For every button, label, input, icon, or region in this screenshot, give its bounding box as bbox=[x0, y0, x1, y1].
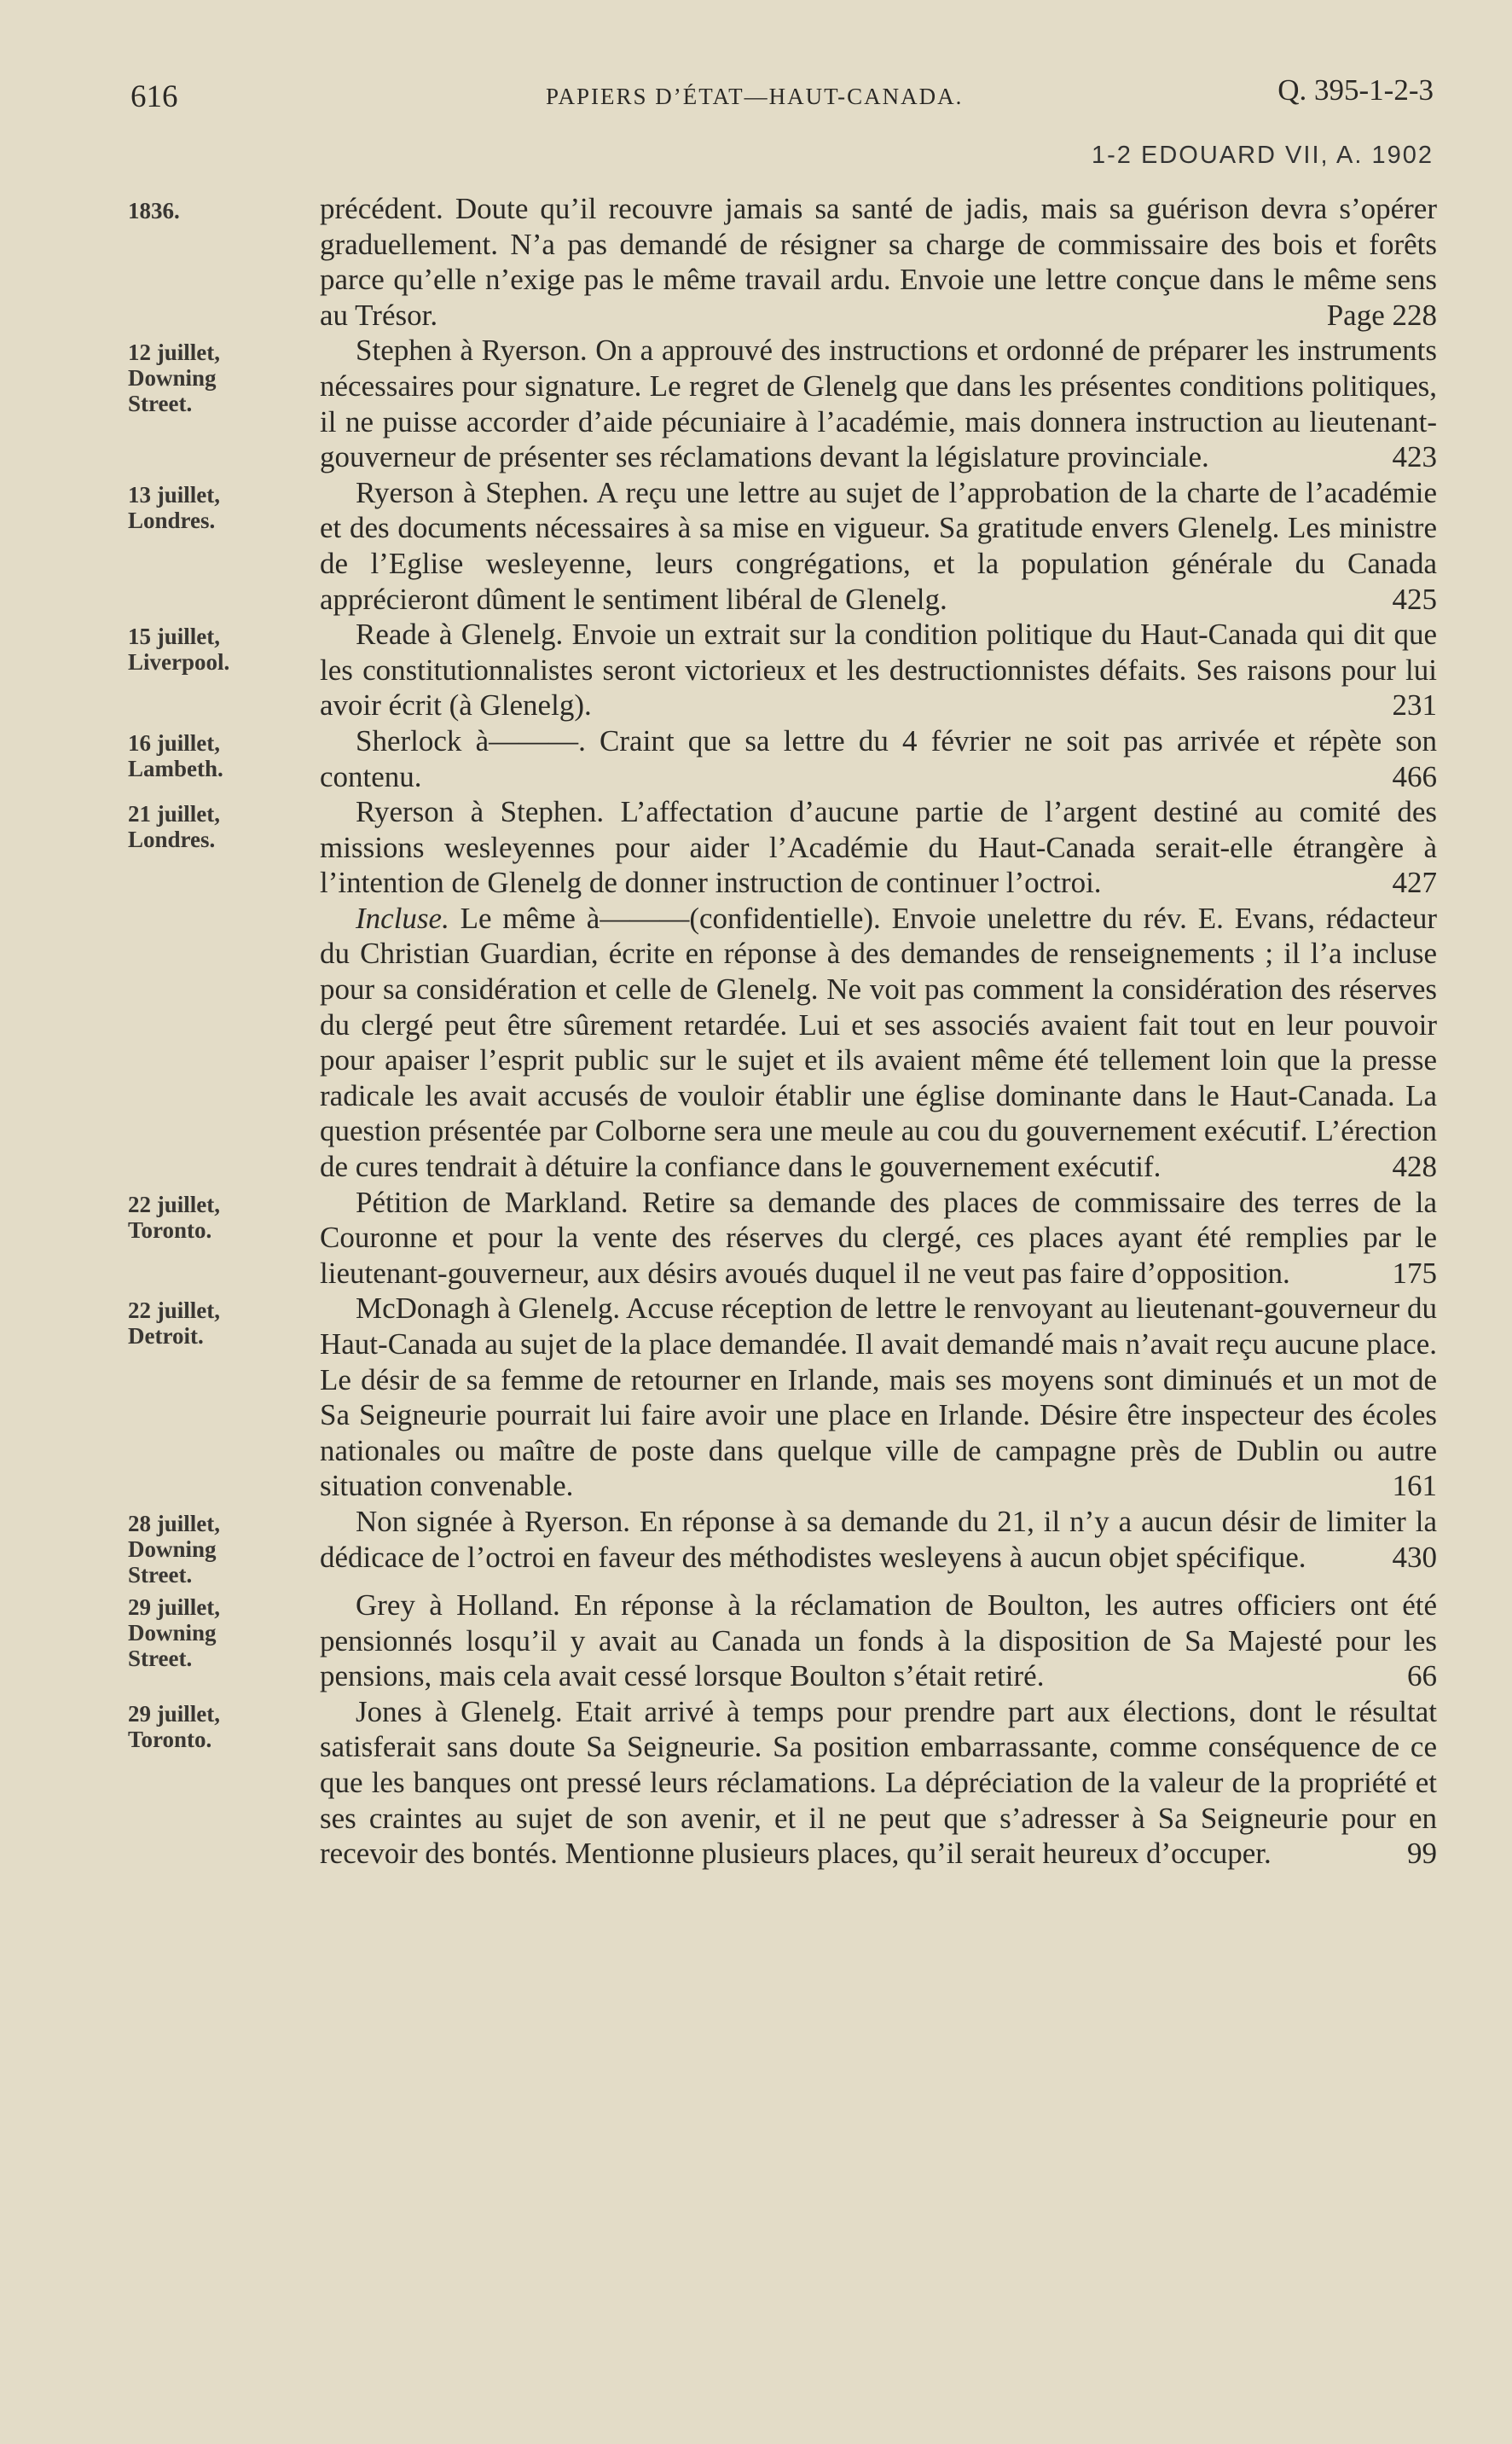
entry-place: Liverpool. bbox=[128, 649, 230, 676]
entry-place: Londres. bbox=[128, 507, 216, 533]
entry bbox=[128, 475, 1437, 617]
entry-place: Downing Street. bbox=[128, 1619, 217, 1671]
entry bbox=[128, 794, 1437, 901]
entry-date: 28 juillet, bbox=[128, 1510, 220, 1536]
archive-reference: Q. 395-1-2-3 bbox=[1277, 73, 1434, 107]
entry-text: Ryerson à Stephen. A reçu une lettre au sujet de l’approbation de la charte de l’académie et des documents nécessaires à sa mise en vigueur. Sa gratitude envers Glenelg. Les ministre de l’Eglise wesleyenne, leurs congrégations, et la population générale du Canada apprécieront dûment le sentiment libéral de Glenelg. bbox=[320, 475, 1437, 616]
entry bbox=[128, 1588, 1437, 1694]
entry-place: Downing Street. bbox=[128, 1535, 217, 1588]
entry-margin bbox=[128, 1185, 320, 1292]
entry-margin bbox=[128, 191, 320, 333]
entry-place: Londres. bbox=[128, 827, 216, 853]
entry-date: 21 juillet, bbox=[128, 801, 220, 827]
entry-page-ref: 428 bbox=[1392, 1150, 1437, 1184]
entry-page-ref: 231 bbox=[1392, 688, 1437, 723]
entry-margin bbox=[128, 1588, 320, 1694]
entry-date: 22 juillet, bbox=[128, 1297, 220, 1324]
entry bbox=[128, 1291, 1437, 1504]
entry-page-ref: 430 bbox=[1392, 1540, 1437, 1574]
entry-page-ref: 425 bbox=[1392, 582, 1437, 616]
entry-body bbox=[320, 1588, 1437, 1694]
entry-text: Grey à Holland. En réponse à la réclamation de Boulton, les autres officiers ont été pensionnés losqu’il y avait au Canada un fonds à la disposition de Sa Majesté pour les pensions, mais cela avait cessé lorsque Boulton s’était retiré. bbox=[320, 1588, 1437, 1693]
entry-body bbox=[320, 794, 1437, 901]
entry bbox=[128, 191, 1437, 333]
entry-margin bbox=[128, 617, 320, 723]
entry-body bbox=[320, 901, 1437, 1185]
entry-date: 12 juillet, bbox=[128, 340, 220, 366]
entry-place: Downing Street. bbox=[128, 365, 217, 417]
entry-body bbox=[320, 191, 1437, 333]
entry-place: Toronto. bbox=[128, 1726, 212, 1752]
entry-page-ref: Page 228 bbox=[1326, 298, 1437, 332]
entry-body bbox=[320, 617, 1437, 723]
entry-date: 1836. bbox=[128, 198, 180, 224]
entry-lead: Incluse. bbox=[356, 901, 449, 935]
entry bbox=[128, 723, 1437, 794]
entry-page-ref: 175 bbox=[1392, 1256, 1437, 1290]
entry-text: McDonagh à Glenelg. Accuse réception de lettre le renvoyant au lieutenant-gouverneur du Haut-Canada au sujet de la place demandée. Il avait demandé mais n’avait reçu aucune place. Le désir de sa femme de retourner en Irlande, mais ses moyens sont diminués et un mot de Sa Seigneurie pourrait lui faire avoir une place en Irlande. Désire être inspecteur des écoles nationales ou maître de poste dans quelque ville de campagne près de Dublin ou autre situation convenable. bbox=[320, 1292, 1437, 1503]
entry-body bbox=[320, 1504, 1437, 1588]
entry bbox=[128, 333, 1437, 474]
entry-date: 29 juillet, bbox=[128, 1594, 220, 1620]
entry-page-ref: 161 bbox=[1392, 1469, 1437, 1503]
sessional-series: 1-2 EDOUARD VII, A. 1902 bbox=[1092, 142, 1434, 169]
entry-text: Jones à Glenelg. Etait arrivé à temps pour prendre part aux élections, dont le résultat satisferait sans doute Sa Seigneurie. Sa position embarrassante, comme conséquence de ce que les banques ont pressé leurs réclamations. La dépréciation de la valeur de la propriété et ses craintes au sujet de son avenir, et il ne peut que s’adresser à Sa Seigneurie pour en recevoir des bontés. Mentionne plusieurs places, qu’il serait heureux d’occuper. bbox=[320, 1694, 1437, 1871]
entry-date: 13 juillet, bbox=[128, 481, 220, 508]
entry-margin bbox=[128, 901, 320, 1185]
entry-margin bbox=[128, 1504, 320, 1588]
entry-text: Non signée à Ryerson. En réponse à sa demande du 21, il n’y a aucun désir de limiter la dédicace de l’octroi en faveur des méthodistes wesleyens à aucun objet spécifique. bbox=[320, 1504, 1437, 1574]
entry-body bbox=[320, 1291, 1437, 1504]
page-number: 616 bbox=[130, 79, 178, 114]
entry bbox=[128, 1504, 1437, 1588]
entry-place: Lambeth. bbox=[128, 755, 223, 781]
entry-text: Reade à Glenelg. Envoie un extrait sur la condition politique du Haut-Canada qui dit que les constitutionnalistes seront victorieux et les destructionnistes défaits. Ses raisons pour lui avoir écrit (à Glenelg). bbox=[320, 618, 1437, 723]
entry-date: 15 juillet, bbox=[128, 624, 220, 650]
entry-page-ref: 66 bbox=[1407, 1659, 1437, 1693]
entry-date: 16 juillet, bbox=[128, 729, 220, 756]
entry-text: Ryerson à Stephen. L’affectation d’aucune partie de l’argent destiné au comité des missions wesleyennes pour aider l’Académie du Haut-Canada serait-elle étrangère à l’intention de Glenelg de donner instruction de continuer l’octroi. bbox=[320, 795, 1437, 900]
entry-text: précédent. Doute qu’il recouvre jamais sa santé de jadis, mais sa guérison devra s’opérer graduellement. N’a pas demandé de résigner sa charge de commissaire des bois et forêts parce qu’elle n’exige pas le même travail ardu. Envoie une lettre conçue dans le même sens au Trésor. bbox=[320, 192, 1437, 332]
entry-text: Le même à———(confidentielle). Envoie unelettre du rév. E. Evans, rédacteur du Christian Guardian, écrite en réponse à des demandes de renseignements ; il l’a incluse pour sa considération et celle de Glenelg. Ne voit pas comment la considération des réserves du clergé peut être sûrement retardée. Lui et ses associés avaient fait tout en leur pouvoir pour apaiser l’esprit public sur le sujet et ils avaient même été tellement loin que la presse radicale les avait accusés de vouloir établir une église dominante dans le Haut-Canada. La question présentée par Colborne sera une meule au cou du gouvernement exécutif. L’érection de cures tendrait à détuire la confiance dans le gouvernement exécutif. bbox=[320, 901, 1438, 1184]
entry bbox=[128, 1694, 1437, 1872]
entry-margin bbox=[128, 794, 320, 901]
running-title: PAPIERS D’ÉTAT—HAUT-CANADA. bbox=[546, 84, 964, 109]
entry-place: Detroit. bbox=[128, 1323, 204, 1350]
entry-text: Pétition de Markland. Retire sa demande des places de commissaire des terres de la Couronne et pour la vente des réserves du clergé, ces places ayant été remplies par le lieutenant-gouverneur, aux désirs avoués duquel il ne veut pas faire d’opposition. bbox=[320, 1185, 1437, 1290]
entry bbox=[128, 901, 1437, 1185]
entry bbox=[128, 617, 1437, 723]
entry-body bbox=[320, 723, 1437, 794]
entry-place: Toronto. bbox=[128, 1216, 212, 1243]
entry-page-ref: 423 bbox=[1392, 440, 1437, 474]
entry-page-ref: 427 bbox=[1392, 866, 1437, 900]
entry bbox=[128, 1185, 1437, 1292]
calendar-entries bbox=[128, 191, 1437, 1872]
entry-margin bbox=[128, 333, 320, 474]
entry-body bbox=[320, 333, 1437, 474]
entry-page-ref: 99 bbox=[1407, 1837, 1437, 1871]
entry-text: Stephen à Ryerson. On a approuvé des instructions et ordonné de préparer les instruments nécessaires pour signature. Le regret de Glenelg que dans les présentes conditions politiques, il ne puisse accorder d’aide pécuniaire à l’académie, mais donnera instruction au lieutenant-gouverneur de présenter ses réclamations devant la législature provinciale. bbox=[320, 334, 1437, 474]
entry-margin bbox=[128, 723, 320, 794]
entry-body bbox=[320, 475, 1437, 617]
entry-body bbox=[320, 1185, 1437, 1292]
entry-text: Sherlock à———. Craint que sa lettre du 4 février ne soit pas arrivée et répète son contenu. bbox=[320, 723, 1437, 793]
entry-margin bbox=[128, 1291, 320, 1504]
entry-page-ref: 466 bbox=[1392, 759, 1437, 793]
entry-body bbox=[320, 1694, 1437, 1872]
entry-date: 22 juillet, bbox=[128, 1191, 220, 1217]
entry-date: 29 juillet, bbox=[128, 1700, 220, 1727]
entry-margin bbox=[128, 1694, 320, 1872]
entry-margin bbox=[128, 475, 320, 617]
